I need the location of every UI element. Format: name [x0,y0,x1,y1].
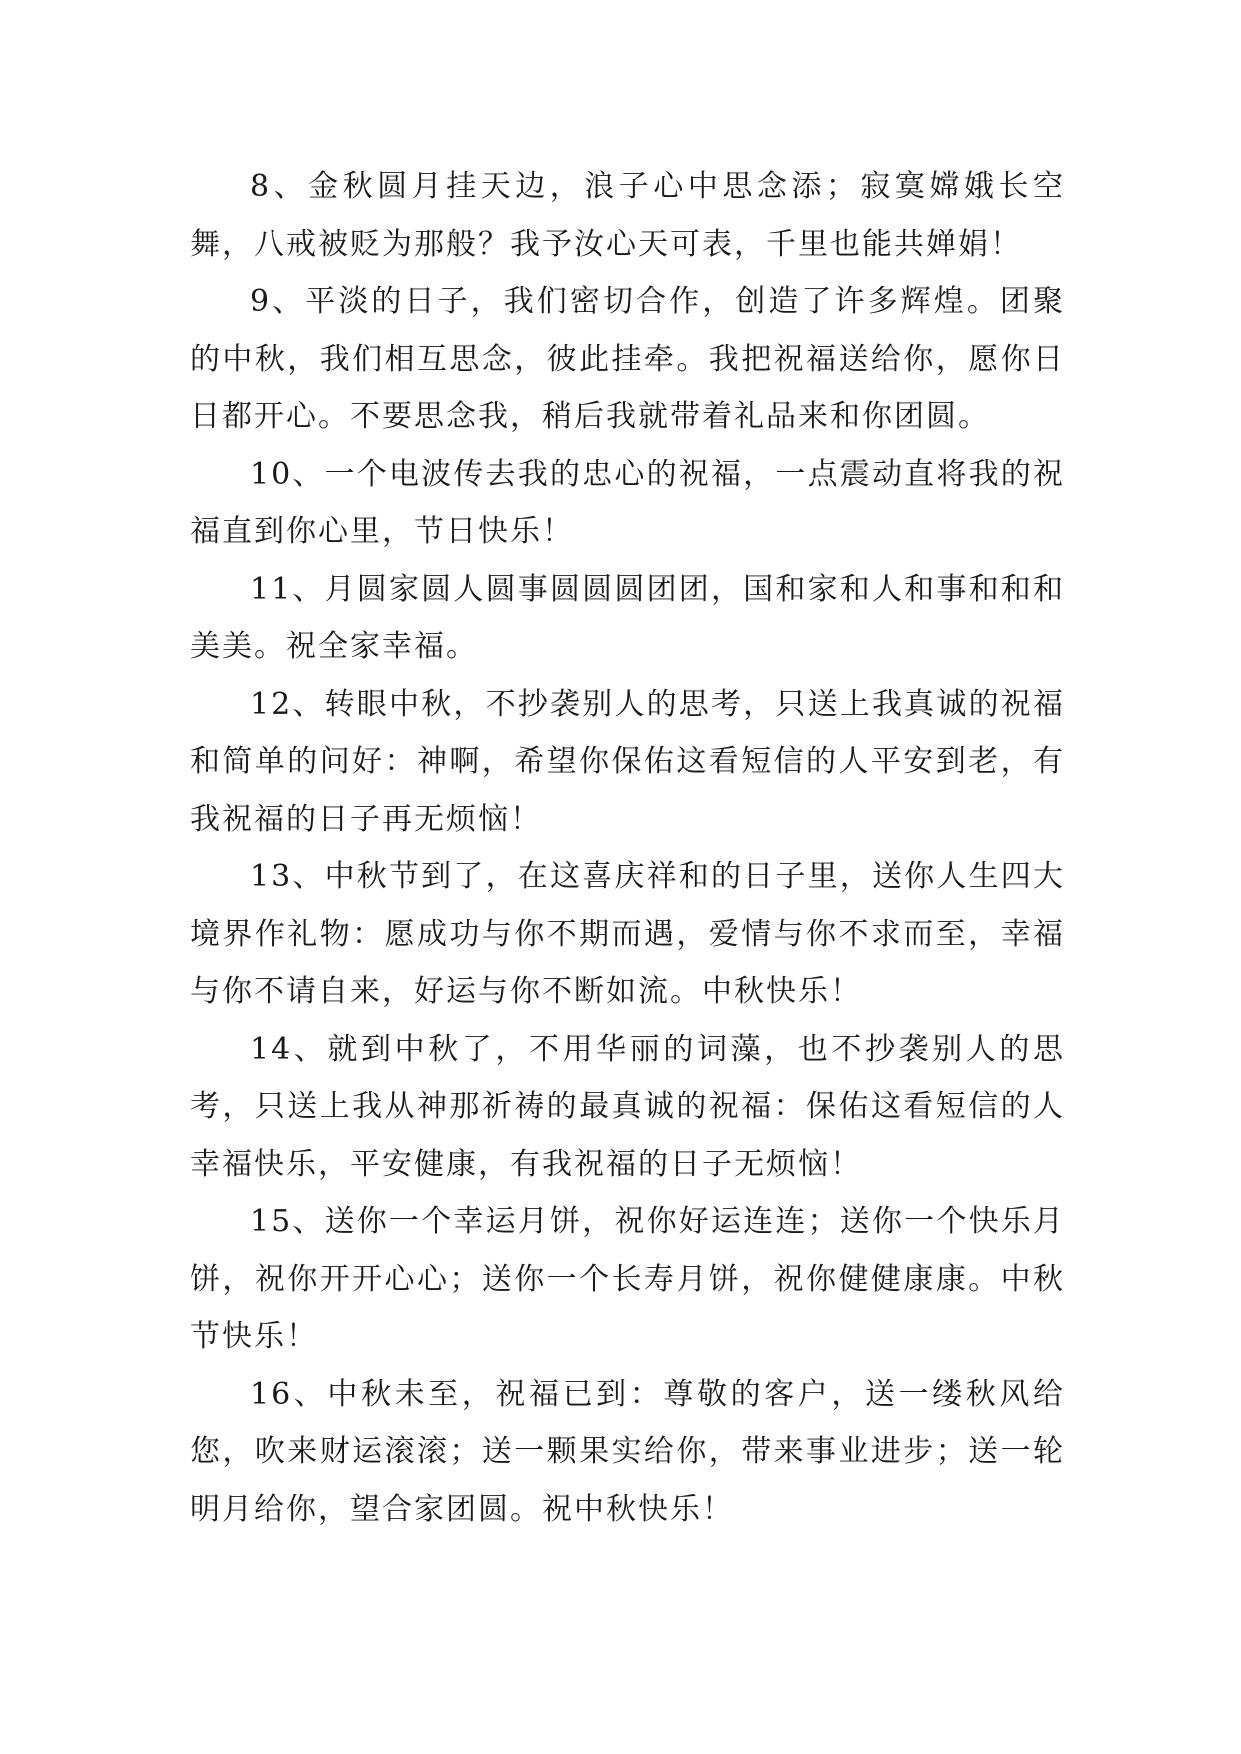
paragraph-8: 8、金秋圆月挂天边，浪子心中思念添；寂寞嫦娥长空舞，八戒被贬为那般？我予汝心天可表，千里也能共婵娟！ [190,169,1065,262]
paragraph-10: 10、一个电波传去我的忠心的祝福，一点震动直将我的祝福直到你心里，节日快乐！ [190,456,1065,549]
paragraph-16: 16、中秋未至，祝福已到：尊敬的客户，送一缕秋风给您，吹来财运滚滚；送一颗果实给你，带来事业进步；送一轮明月给你，望合家团圆。祝中秋快乐！ [190,1376,1065,1527]
document-body [190,158,1065,1538]
paragraph-11: 11、月圆家圆人圆事圆圆圆团团，国和家和人和事和和和美美。祝全家幸福。 [190,571,1065,664]
paragraph-12: 12、转眼中秋，不抄袭别人的思考，只送上我真诚的祝福和简单的问好：神啊，希望你保佑这看短信的人平安到老，有我祝福的日子再无烦恼！ [190,686,1065,837]
paragraph-13: 13、中秋节到了，在这喜庆祥和的日子里，送你人生四大境界作礼物：愿成功与你不期而遇，爱情与你不求而至，幸福与你不请自来，好运与你不断如流。中秋快乐！ [190,859,1065,1009]
paragraph-15: 15、送你一个幸运月饼，祝你好运连连；送你一个快乐月饼，祝你开开心心；送你一个长寿月饼，祝你健健康康。中秋节快乐！ [190,1204,1065,1354]
paragraph-14: 14、就到中秋了，不用华丽的词藻，也不抄袭别人的思考，只送上我从神那祈祷的最真诚的祝福：保佑这看短信的人幸福快乐，平安健康，有我祝福的日子无烦恼！ [190,1031,1065,1182]
paragraph-9: 9、平淡的日子，我们密切合作，创造了许多辉煌。团聚的中秋，我们相互思念，彼此挂牵。我把祝福送给你，愿你日日都开心。不要思念我，稍后我就带着礼品来和你团圆。 [190,284,1065,434]
